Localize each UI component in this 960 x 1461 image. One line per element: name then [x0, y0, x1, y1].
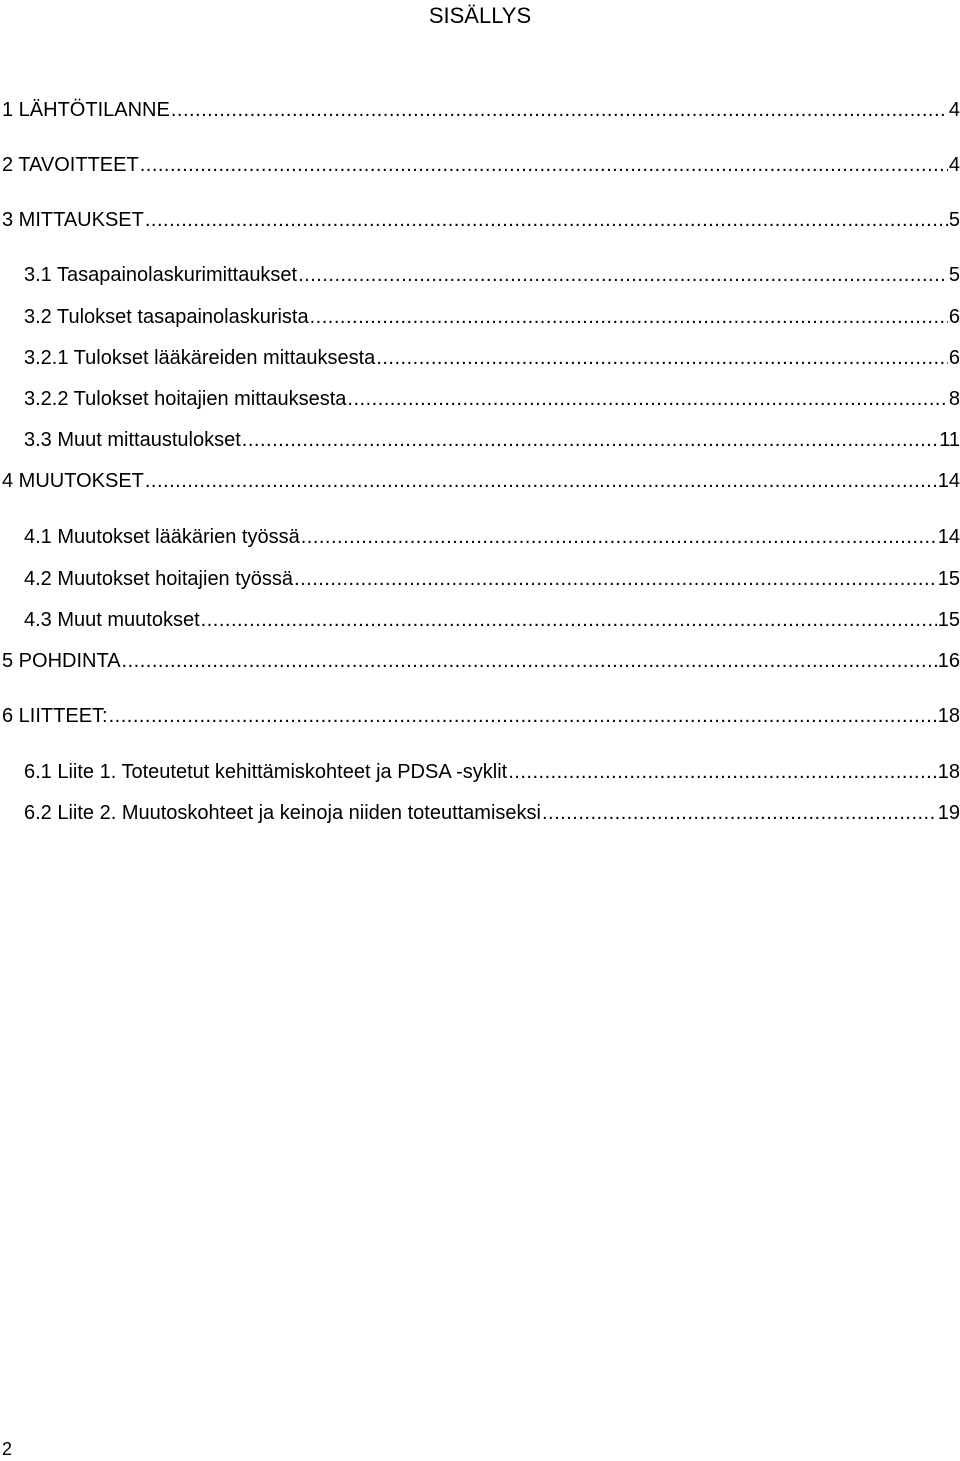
toc-entry-label: 4.2 Muutokset hoitajien työssä: [24, 568, 294, 590]
toc-entry-label: 4.3 Muut muutokset: [24, 609, 200, 631]
toc-entry-page: 4: [948, 154, 960, 176]
toc-entry-label: 3.2 Tulokset tasapainolaskurista: [24, 306, 309, 328]
toc-entry[interactable]: [24, 566, 960, 592]
toc-entry[interactable]: [2, 207, 960, 233]
toc-entry[interactable]: [2, 468, 960, 494]
toc-leader-dots: [301, 524, 937, 550]
page-title: SISÄLLYS: [428, 3, 532, 28]
toc-entry-page: 11: [939, 429, 960, 451]
toc-entry-page: 6: [948, 306, 960, 328]
toc-entry-page: 15: [937, 609, 960, 631]
toc-entry-label: 5 POHDINTA: [2, 650, 121, 672]
toc-entry[interactable]: [2, 648, 960, 674]
toc-leader-dots: [298, 262, 948, 288]
toc-leader-dots: [242, 427, 938, 453]
toc-entry-label: 1 LÄHTÖTILANNE: [2, 99, 170, 121]
toc-leader-dots: [140, 152, 948, 178]
toc-leader-dots: [145, 207, 948, 233]
toc-entry-page: 19: [937, 802, 960, 824]
toc-entry-label: 3.2.1 Tulokset lääkäreiden mittauksesta: [24, 347, 376, 369]
toc-entry-label: 6 LIITTEET:: [2, 705, 108, 727]
toc-entry-page: 18: [937, 761, 960, 783]
toc-entry-label: 4.1 Muutokset lääkärien työssä: [24, 526, 300, 548]
toc-leader-dots: [508, 759, 937, 785]
toc-leader-dots: [376, 345, 948, 371]
toc-entry[interactable]: [24, 759, 960, 785]
toc-entry[interactable]: [24, 304, 960, 330]
toc-entry[interactable]: [24, 427, 960, 453]
toc-entry-label: 3.3 Muut mittaustulokset: [24, 429, 241, 451]
toc-leader-dots: [294, 566, 937, 592]
toc-entry-page: 4: [948, 99, 960, 121]
toc-entry[interactable]: [24, 386, 960, 412]
toc-entry-page: 16: [937, 650, 960, 672]
toc-leader-dots: [310, 304, 948, 330]
toc-entry[interactable]: [2, 97, 960, 123]
toc-leader-dots: [122, 648, 937, 674]
toc-entry-page: 6: [948, 347, 960, 369]
toc-entry-page: 14: [937, 470, 960, 492]
toc-entry[interactable]: [24, 800, 960, 826]
toc-leader-dots: [201, 607, 937, 633]
toc-leader-dots: [145, 468, 937, 494]
toc-entry-label: 6.1 Liite 1. Toteutetut kehittämiskohteet ja PDSA -syklit: [24, 761, 508, 783]
page-number: 2: [2, 1439, 13, 1459]
toc-entry-label: 6.2 Liite 2. Muutoskohteet ja keinoja niiden toteuttamiseksi: [24, 802, 541, 824]
toc-entry-page: 5: [948, 209, 960, 231]
toc-entry[interactable]: [24, 345, 960, 371]
toc-leader-dots: [542, 800, 937, 826]
toc-entry-page: 8: [948, 388, 960, 410]
toc-entry[interactable]: [2, 703, 960, 729]
toc-entry-page: 14: [937, 526, 960, 548]
toc-entry[interactable]: [24, 262, 960, 288]
toc-entry-label: 3.2.2 Tulokset hoitajien mittauksesta: [24, 388, 347, 410]
toc-leader-dots: [347, 386, 947, 412]
toc-entry[interactable]: [24, 607, 960, 633]
toc-entry[interactable]: [2, 152, 960, 178]
toc-entry-page: 5: [948, 264, 960, 286]
toc-entry-label: 2 TAVOITTEET: [2, 154, 139, 176]
toc-entry-label: 3.1 Tasapainolaskurimittaukset: [24, 264, 298, 286]
toc-entry-page: 15: [937, 568, 960, 590]
toc-entry-label: 3 MITTAUKSET: [2, 209, 144, 231]
toc-entry[interactable]: [24, 524, 960, 550]
toc-leader-dots: [171, 97, 948, 123]
toc-leader-dots: [109, 703, 937, 729]
toc-entry-page: 18: [937, 705, 960, 727]
toc-entry-label: 4 MUUTOKSET: [2, 470, 144, 492]
